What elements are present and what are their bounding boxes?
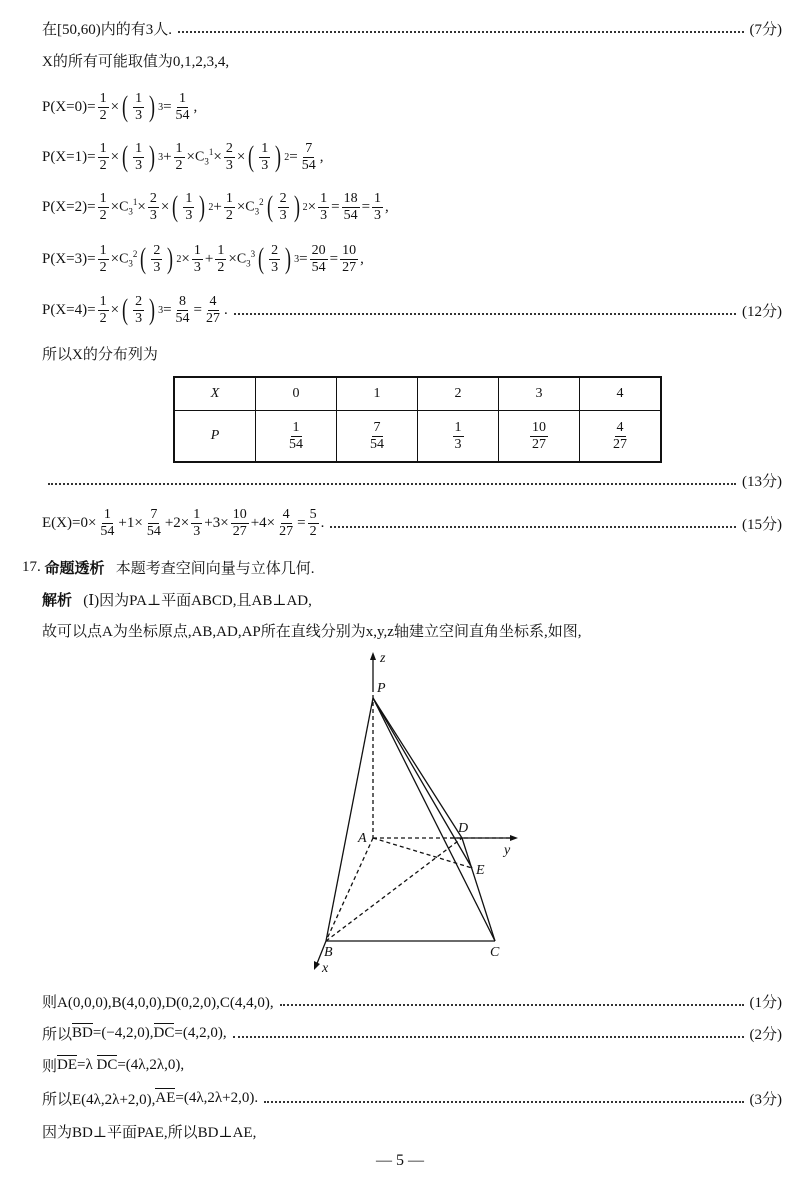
table-cell: X bbox=[174, 377, 256, 411]
table-cell: $\frac{4}{27}$ bbox=[580, 411, 662, 463]
jiexi-line: 解析 (Ⅰ)因为PA⊥平面ABCD,且AB⊥AD, bbox=[42, 592, 312, 609]
leader-dots bbox=[233, 1036, 744, 1038]
table-cell: 1 bbox=[337, 377, 418, 411]
points-line: 则A(0,0,0),B(4,0,0),D(0,2,0),C(4,4,0), (1分) bbox=[42, 986, 782, 1016]
q17-header: 17. 命题透析 本题考查空间向量与立体几何. bbox=[22, 558, 315, 577]
table-row bbox=[174, 411, 661, 463]
label-B: B bbox=[324, 945, 333, 960]
leader-dots bbox=[234, 313, 736, 315]
leader-dots bbox=[280, 1004, 744, 1006]
table-cell: P bbox=[174, 411, 256, 463]
formula-p1: P(X=1)= $\frac{1}{2}$ × ( $\frac{1}{3}$ ) 3 + $\frac{1}{2}$ × $C_3^1$ × $\frac{2}{3}$ × ( $\frac{1}{3}$ ) 2 = $\frac{7}{54}$ , bbox=[42, 140, 324, 173]
line-interval: 在[50,60)内的有3人. (7分) bbox=[42, 13, 782, 43]
e-line: 所以E(4λ,2λ+2,0), AE =(4λ,2λ+2,0). (3分) bbox=[42, 1089, 782, 1108]
dc-edge bbox=[462, 838, 495, 941]
label-x: x bbox=[322, 961, 329, 976]
table-cell: 0 bbox=[256, 377, 337, 411]
table-cell: 4 bbox=[580, 377, 662, 411]
score: (13分) bbox=[742, 473, 782, 490]
table-cell: 2 bbox=[418, 377, 499, 411]
bd-line: 所以 BD =(−4,2,0), DC =(4,2,0), (2分) bbox=[42, 1024, 782, 1043]
dist-intro: 所以X的分布列为 bbox=[42, 346, 158, 363]
leader-dots bbox=[330, 526, 736, 528]
score: (12分) bbox=[742, 303, 782, 320]
score: (2分) bbox=[749, 1026, 782, 1043]
pb-edge bbox=[326, 698, 373, 941]
pyramid-figure bbox=[300, 648, 540, 978]
formula-p2: P(X=2)= $\frac{1}{2}$ × $C_3^1$ × $\frac{2}{3}$ × ( $\frac{1}{3}$ ) 2 + $\frac{1}{2}$ × $C_3^2$ ( $\frac{2}{3}$ ) 2 × $\frac{1}{3}$ = $\frac{18}{54}$ = $\frac{1}{3}$ , bbox=[42, 190, 389, 223]
leader-dots bbox=[48, 483, 736, 485]
label-z: z bbox=[380, 651, 386, 666]
coord-line: 故可以点A为坐标原点,AB,AD,AP所在直线分别为x,y,z轴建立空间直角坐标系,如图, bbox=[42, 623, 582, 640]
label-P: P bbox=[377, 681, 386, 696]
de-line: 则 DE =λ DC =(4λ,2λ,0), bbox=[42, 1056, 185, 1075]
y-arrow bbox=[510, 835, 518, 841]
label-y: y bbox=[504, 843, 511, 858]
label-C: C bbox=[490, 945, 500, 960]
table-cell: 3 bbox=[499, 377, 580, 411]
bd-diagonal bbox=[326, 838, 462, 941]
table-cell: $\frac{1}{3}$ bbox=[418, 411, 499, 463]
leader-dots bbox=[178, 31, 744, 33]
line-values: X的所有可能取值为0,1,2,3,4, bbox=[42, 53, 230, 70]
formula-expectation: E(X)= 0× $\frac{1}{54}$ +1× $\frac{7}{54}$ +2× $\frac{1}{3}$ +3× $\frac{10}{27}$ +4× $\frac{4}{27}$ = $\frac{5}{2}$ . (15分) bbox=[42, 506, 782, 539]
score: (1分) bbox=[749, 994, 782, 1011]
page-number: — 5 — bbox=[376, 1152, 424, 1169]
score: (15分) bbox=[742, 516, 782, 533]
formula-p4: P(X=4)= $\frac{1}{2}$ × ( $\frac{2}{3}$ ) 3 = $\frac{8}{54}$ = $\frac{4}{27}$ . (12分) bbox=[42, 293, 782, 326]
distribution-table bbox=[173, 376, 662, 463]
z-arrow bbox=[370, 652, 376, 660]
pd-edge bbox=[373, 698, 462, 838]
formula-p0: P(X=0)= $\frac{1}{2}$ × ( $\frac{1}{3}$ ) 3 = $\frac{1}{54}$ , bbox=[42, 90, 198, 123]
table-cell: $\frac{1}{54}$ bbox=[256, 411, 337, 463]
table-score-line bbox=[42, 465, 782, 495]
pc-edge bbox=[373, 698, 495, 941]
label-E: E bbox=[476, 863, 485, 878]
leader-dots bbox=[264, 1101, 743, 1103]
q17-title: 命题透析 bbox=[44, 560, 105, 577]
score: (3分) bbox=[749, 1091, 782, 1108]
table-header-row bbox=[174, 377, 661, 411]
score: (7分) bbox=[749, 21, 782, 38]
table-cell: $\frac{10}{27}$ bbox=[499, 411, 580, 463]
formula-p3: P(X=3)= $\frac{1}{2}$ × $C_3^2$ ( $\frac{2}{3}$ ) 2 × $\frac{1}{3}$ + $\frac{1}{2}$ × $C_3^3$ ( $\frac{2}{3}$ ) 3 = $\frac{20}{54}$ = $\frac{10}{27}$ , bbox=[42, 242, 364, 275]
last-line: 因为BD⊥平面PAE,所以BD⊥AE, bbox=[42, 1124, 257, 1141]
ab-edge bbox=[326, 838, 373, 941]
table-cell: $\frac{7}{54}$ bbox=[337, 411, 418, 463]
label-D: D bbox=[458, 821, 469, 836]
label-A: A bbox=[358, 831, 367, 846]
